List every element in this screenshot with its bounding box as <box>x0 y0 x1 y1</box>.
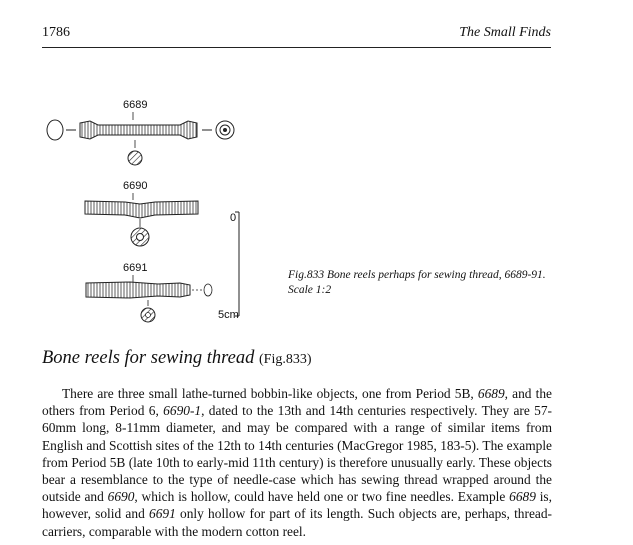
bone-reels-drawing <box>30 90 270 330</box>
caption-fig-ref: Fig.833 <box>288 269 325 281</box>
paragraph-text: , which is hollow, could have held one or two fine needles. Example <box>134 489 510 505</box>
paragraph-text: There are three small lathe-turned bobbin-like objects, one from Period 5B, <box>62 386 478 401</box>
paragraph-text: , and the others from Period 6, <box>42 386 552 419</box>
section-heading <box>42 348 312 369</box>
paragraph-text: only hollow for part of its length. Such objects are, perhaps, thread-carriers, comparable with the modern cotton reel. <box>42 506 552 539</box>
running-title: The Small Finds <box>459 25 551 40</box>
reel-6689-side-view <box>80 121 197 139</box>
reel-6689-section <box>128 151 142 165</box>
reel-6691-side-view <box>86 282 190 298</box>
label-6689: 6689 <box>123 99 148 111</box>
scale-zero-label: 0 <box>230 212 237 224</box>
caption-text: Bone reels perhaps for sewing thread, 6689-91. <box>326 269 546 281</box>
catalogue-number: 6689 <box>509 489 536 505</box>
figure-833 <box>30 90 270 330</box>
page-number: 1786 <box>42 25 70 40</box>
section-heading-ref: (Fig.833) <box>259 352 312 367</box>
reel-6689-end-view <box>47 120 63 140</box>
scale-length-label: 5cm <box>218 309 239 321</box>
body-paragraph <box>42 385 552 540</box>
catalogue-number: 6690 <box>107 489 135 505</box>
label-6691: 6691 <box>123 262 148 274</box>
catalogue-number: 6690-1 <box>163 403 202 419</box>
catalogue-number: 6689 <box>477 386 505 401</box>
catalogue-number: 6691 <box>149 506 176 522</box>
paragraph-text: , dated to the 13th and 14th centuries respectively. They are 57-60mm long, 8-11mm diameter, and may be compared with a range of similar items from English and Scottish sites of the 12th to 14th centuries (MacGregor 1985, 183-5). The example from Period 5B (late 10th to early-mid 11th century) is therefore unusually early. These objects bear a resemblance to the type of needle-case which has sewing thread wrapped around the outside and <box>42 403 553 505</box>
figure-caption <box>288 268 558 298</box>
paragraph-text: is, however, solid and <box>42 489 552 522</box>
reel-6691-end-view <box>204 284 212 296</box>
section-heading-text: Bone reels for sewing thread <box>42 348 255 368</box>
caption-scale: Scale 1:2 <box>288 284 332 296</box>
label-6690: 6690 <box>123 180 148 192</box>
page-header <box>42 25 551 45</box>
reel-6690-side-view <box>85 201 198 218</box>
header-rule <box>42 47 551 48</box>
